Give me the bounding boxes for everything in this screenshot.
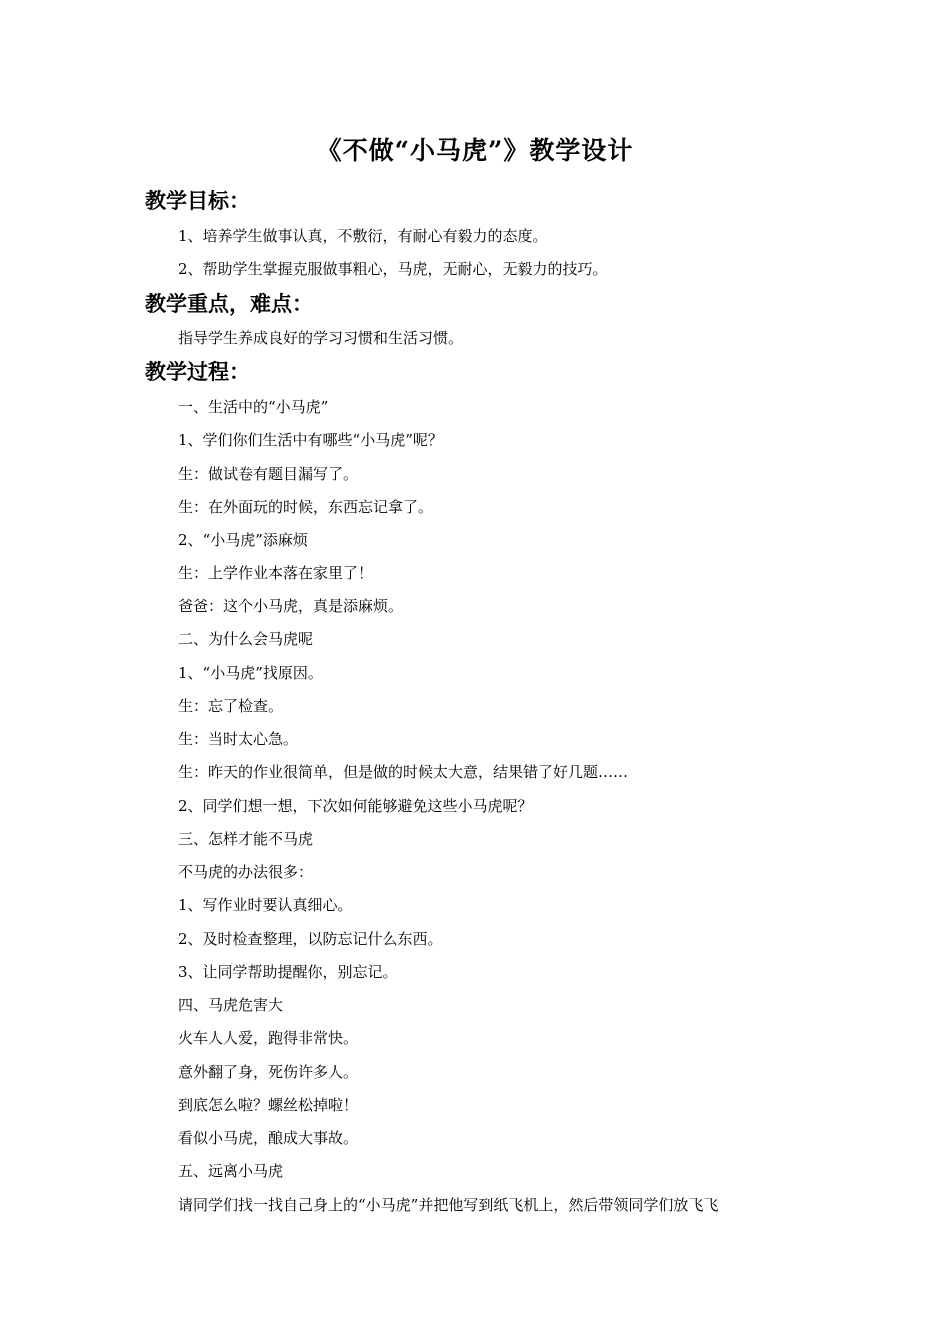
- section-heading-keypoints: 教学重点，难点：: [145, 291, 313, 316]
- keypoint-item: 指导学生养成良好的学习习惯和生活习惯。: [178, 329, 464, 347]
- process-line: 请同学们找一找自己身上的“小马虎”并把他写到纸飞机上，然后带领同学们放飞飞: [178, 1196, 719, 1214]
- process-line: 生：做试卷有题目漏写了。: [178, 465, 359, 483]
- process-line: 生：当时太心急。: [178, 730, 299, 748]
- process-line: 生：昨天的作业很简单，但是做的时候太大意，结果错了好几题……: [178, 763, 629, 781]
- process-line: 看似小马虎，酿成大事故。: [178, 1129, 359, 1147]
- process-line: 2、及时检查整理，以防忘记什么东西。: [178, 930, 443, 948]
- process-line: 三、怎样才能不马虎: [178, 830, 314, 848]
- section-heading-goals: 教学目标：: [145, 188, 250, 213]
- process-line: 生：上学作业本落在家里了！: [178, 564, 374, 582]
- process-line: 二、为什么会马虎呢: [178, 630, 314, 648]
- process-line: 到底怎么啦？螺丝松掉啦！: [178, 1096, 359, 1114]
- process-line: 2、同学们想一想，下次如何能够避免这些小马虎呢？: [178, 797, 533, 815]
- process-line: 生：在外面玩的时候，东西忘记拿了。: [178, 498, 434, 516]
- process-line: 2、“小马虎”添麻烦: [178, 531, 308, 549]
- process-line: 火车人人爱，跑得非常快。: [178, 1029, 359, 1047]
- process-line: 意外翻了身，死伤许多人。: [178, 1063, 359, 1081]
- process-line: 3、让同学帮助提醒你，别忘记。: [178, 963, 398, 981]
- process-line: 生：忘了检查。: [178, 697, 284, 715]
- process-line: 1、写作业时要认真细心。: [178, 896, 353, 914]
- goal-item: 2、帮助学生掌握克服做事粗心，马虎，无耐心，无毅力的技巧。: [178, 260, 608, 278]
- process-line: 不马虎的办法很多：: [178, 863, 314, 881]
- process-line: 四、马虎危害大: [178, 996, 284, 1014]
- process-line: 一、生活中的“小马虎”: [178, 398, 329, 416]
- section-heading-process: 教学过程：: [145, 359, 250, 384]
- process-line: 1、“小马虎”找原因。: [178, 664, 323, 682]
- process-line: 爸爸：这个小马虎，真是添麻烦。: [178, 597, 404, 615]
- process-line: 1、学们你们生活中有哪些“小马虎”呢？: [178, 431, 443, 449]
- document-title: 《不做“小马虎”》教学设计: [316, 136, 634, 165]
- process-line: 五、远离小马虎: [178, 1162, 284, 1180]
- goal-item: 1、培养学生做事认真，不敷衍，有耐心有毅力的态度。: [178, 227, 548, 245]
